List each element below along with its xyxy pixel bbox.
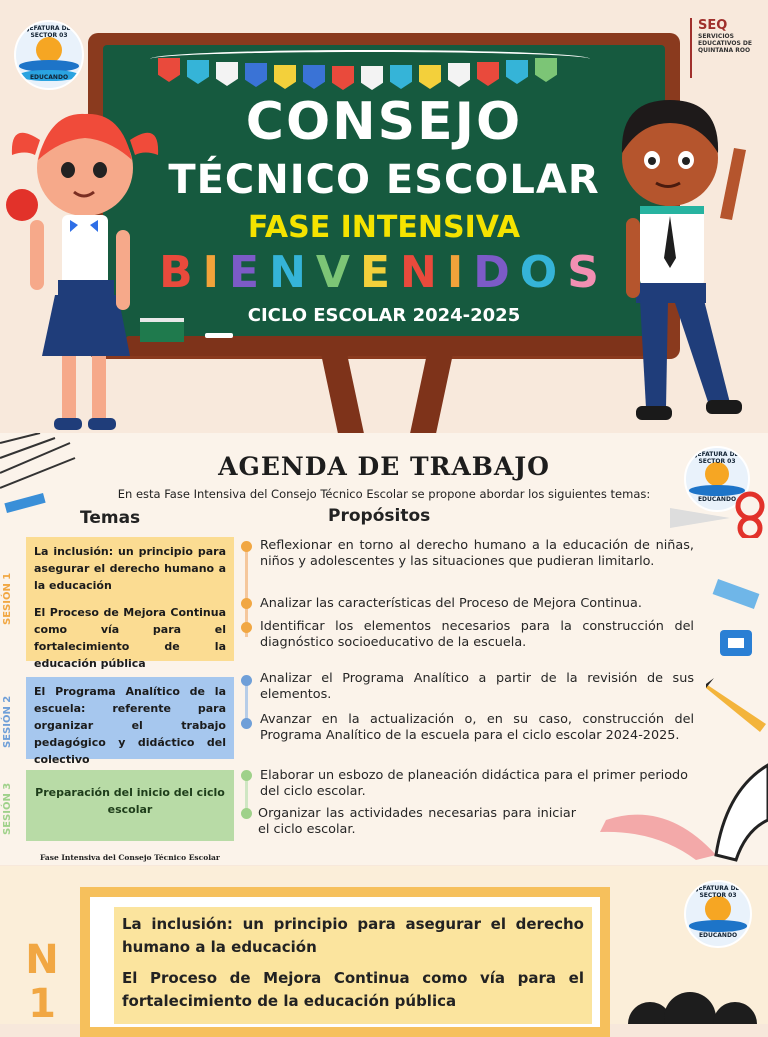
welcome-letter: O — [519, 247, 568, 298]
topic-mejora-continua: El Proceso de Mejora Continua como vía para el fortalecimiento de la educación pública — [34, 606, 226, 670]
timeline-dot — [241, 675, 252, 686]
welcome-letter: S — [567, 247, 609, 298]
timeline-dot — [241, 808, 252, 819]
sharpener-icon — [716, 624, 760, 664]
boy-illustration — [600, 88, 768, 433]
vertical-label-char: 1 — [28, 981, 56, 1027]
timeline-dot — [241, 541, 252, 552]
purpose-3-2: Organizar las actividades necesarias para iniciar el ciclo escolar. — [258, 806, 576, 837]
session-2-label: SESIÓN 2 — [2, 695, 13, 748]
topics-header: Temas — [80, 508, 141, 528]
easel-leg-left — [321, 356, 364, 433]
jefatura-logo: JEFATURA DE SECTOR 03 EDUCANDO — [14, 20, 84, 90]
welcome-letter: D — [473, 247, 520, 298]
agenda-footnote: Fase Intensiva del Consejo Técnico Escolar — [40, 853, 220, 862]
welcome-banner — [0, 0, 768, 433]
welcome-letter: I — [202, 247, 230, 298]
topic-programa-analitico: El Programa Analítico de la escuela: referente para organizar el trabajo pedagógico y didáctico del colectivo — [34, 685, 226, 766]
topic-preparacion: Preparación del inicio del ciclo escolar — [35, 786, 225, 816]
card-topic-inclusion: La inclusión: un principio para asegurar el derecho humano a la educación — [122, 915, 584, 956]
timeline-dot — [241, 718, 252, 729]
jefatura-logo-small: JEFATURA DE SECTOR 03 EDUCANDO — [684, 446, 750, 512]
purpose-2-2: Avanzar en la actualización o, en su caso, construcción del Programa Analítico de la escuela para el ciclo escolar 2024-2025. — [260, 712, 694, 743]
purpose-1-3: Identificar los elementos necesarios para la construcción del diagnóstico socioeducativo de la escuela. — [260, 619, 694, 650]
welcome-letter: E — [359, 247, 401, 298]
title-ciclo-escolar: CICLO ESCOLAR 2024-2025 — [247, 305, 521, 326]
seq-subtitle: SERVICIOS EDUCATIVOS DE QUINTANA ROO — [698, 33, 752, 54]
session-1-vertical-label — [22, 938, 62, 1026]
chalk — [205, 333, 233, 338]
chalkboard-ledge — [126, 336, 646, 356]
timeline-dot — [241, 770, 252, 781]
cloud-decoration — [610, 990, 768, 1024]
easel-leg-right — [409, 356, 452, 433]
purpose-3-1: Elaborar un esbozo de planeación didáctica para el primer periodo del ciclo escolar. — [260, 768, 688, 799]
vertical-label-char: N — [25, 937, 59, 983]
pencil-icon — [706, 674, 768, 734]
welcome-letter: N — [269, 247, 316, 298]
agenda-intro: En esta Fase Intensiva del Consejo Técnico Escolar se propone abordar los siguientes temas: — [117, 487, 651, 501]
session-1-topics — [26, 537, 234, 670]
purpose-2-1: Analizar el Programa Analítico a partir de la revisión de sus elementos. — [260, 671, 694, 702]
purposes-header: Propósitos — [328, 506, 431, 526]
seq-title: SEQ — [698, 18, 728, 33]
title-consejo: CONSEJO — [245, 92, 523, 152]
purpose-1-1: Reflexionar en torno al derecho humano a la educación de niñas, niños y adolescentes y las situaciones que pudieran limitarlo. — [260, 538, 694, 569]
agenda-title: AGENDA DE TRABAJO — [218, 452, 550, 481]
timeline-dot — [241, 622, 252, 633]
eraser-icon — [712, 578, 762, 614]
session-2-topics — [26, 677, 234, 766]
title-bienvenidos — [103, 247, 665, 298]
welcome-letter: N — [400, 247, 447, 298]
seq-logo — [690, 18, 768, 78]
session-1-label: SESIÓN 1 — [2, 572, 13, 625]
welcome-letter: E — [229, 247, 270, 298]
girl-illustration — [0, 100, 170, 433]
purpose-1-2: Analizar las características del Proceso de Mejora Continua. — [260, 596, 642, 611]
welcome-letter: I — [446, 247, 474, 298]
welcome-letter: B — [159, 247, 203, 298]
session-3-label: SESIÓN 3 — [2, 782, 13, 835]
welcome-letter: V — [315, 247, 360, 298]
jefatura-logo-card: JEFATURA DE SECTOR 03 EDUCANDO — [684, 880, 752, 948]
title-tecnico-escolar: TÉCNICO ESCOLAR — [168, 157, 600, 203]
timeline-dot — [241, 598, 252, 609]
card-topic-mejora: El Proceso de Mejora Continua como vía para el fortalecimiento de la educación pública — [122, 969, 584, 1010]
session-3-topics — [26, 770, 234, 841]
session-1-topics-box — [114, 907, 592, 1024]
title-fase-intensiva: FASE INTENSIVA — [247, 210, 521, 245]
topic-inclusion: La inclusión: un principio para asegurar el derecho humano a la educación — [34, 545, 226, 592]
